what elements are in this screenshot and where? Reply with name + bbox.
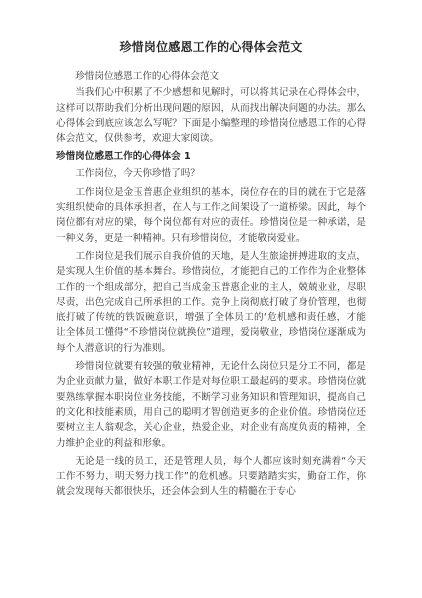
document-subtitle: 珍惜岗位感恩工作的心得体会范文 (75, 71, 220, 82)
body-paragraph: 珍惜岗位就要有较强的敬业精神，无论什么岗位只是分工不同，都是为企业贡献力量，做好本职工作是对每位职工最起码的要求。珍惜岗位就要熟练掌握本职岗位业务技能，不断学习业务知识和管理知识，提高自己的文化和技能素质，用自己的聪明才智创造更多的企业价值。珍惜岗位还要树立主人翁观念，关心企业，热爱企业，对企业有高度负责的精神，全力维护企业的利益和形象。 (56, 361, 366, 449)
body-paragraph: 无论是一线的员工，还是管理人员，每个人都应该时刻充满着“今天工作不努力，明天努力找工作”的危机感。只要踏踏实实，勤奋工作，你就会发现每天都很快乐，还会体会到人生的精髓在于专心 (56, 455, 366, 498)
body-paragraph: 工作岗位是我们展示自我价值的天地，是人生旅途拼搏进取的支点，是实现人生价值的基本舞台。珍惜岗位，才能把自己的工作作为企业整体工作的一个组成部分，把自己当成金玉普惠企业的主人，兢兢业业，尽职尽责，出色完成自己所承担的工作。竞争上岗彻底打破了身价管理，也彻底打破了传统的铁饭碗意识，增强了全体员工的‘危机感和责任感，才能让全体员工懂得“不珍惜岗位就换位”道理，爱岗敬业，珍惜岗位逐渐成为每个人潜意识的行为准则。 (56, 250, 366, 354)
intro-paragraph: 当我们心中积累了不少感想和见解时，可以将其记录在心得体会中，这样可以帮助我们分析出现问题的原因，从而找出解决问题的办法。那么心得体会到底应该怎么写呢？下面是小编整理的珍惜岗位感恩工作的心得体会范文，仅供参考，欢迎大家阅读。 (56, 87, 366, 145)
section-heading: 珍惜岗位感恩工作的心得体会 1 (56, 151, 191, 163)
body-paragraph: 工作岗位，今天你珍惜了吗？ (75, 168, 200, 180)
document-title: 珍惜岗位感恩工作的心得体会范文 (119, 40, 303, 54)
body-paragraph: 工作岗位是金玉普惠企业组织的基本，岗位存在的目的就在于它是落实组织使命的具体承担者，在人与工作之间架设了一道桥梁。因此，每个岗位都有对应的梁，每个岗位都有对应的责任。珍惜岗位是一种承诺，是一种义务，更是一种精神。只有珍惜岗位，才能敬岗爱业。 (56, 186, 366, 244)
